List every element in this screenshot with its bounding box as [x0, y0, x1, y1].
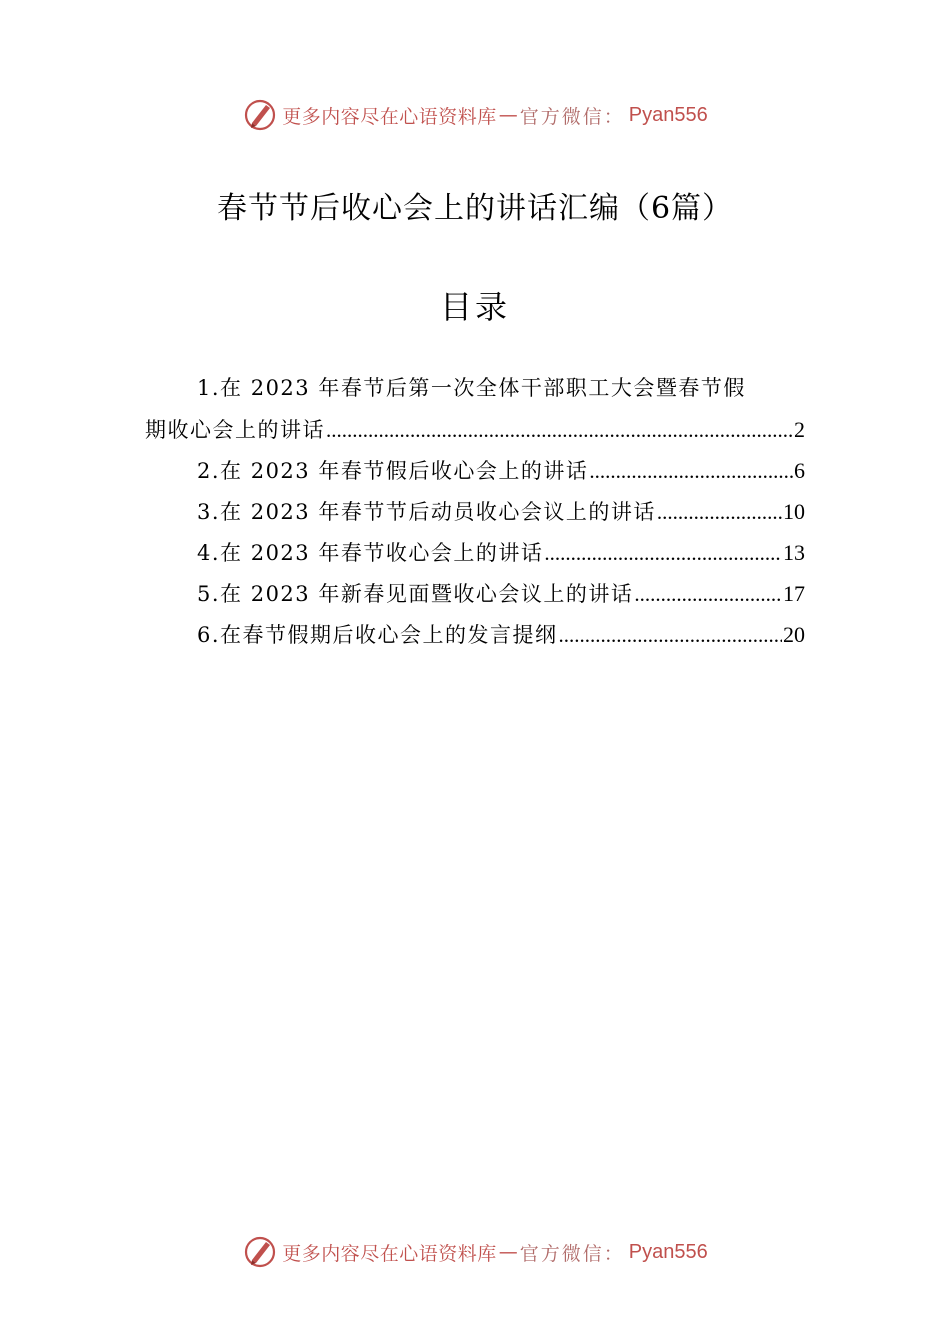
toc-item-6[interactable]	[145, 614, 805, 655]
table-of-contents	[145, 368, 805, 655]
toc-page-number: 10	[783, 499, 805, 524]
toc-item-1-line-1[interactable]	[145, 368, 805, 409]
toc-page-number: 17	[783, 581, 805, 606]
toc-leader-dots	[559, 615, 782, 656]
watermark-wechat-label: 官方微信：	[519, 105, 625, 128]
toc-item-5[interactable]	[145, 573, 805, 614]
header-watermark	[0, 95, 950, 135]
toc-item-2[interactable]	[145, 450, 805, 491]
footer-watermark	[0, 1232, 950, 1272]
toc-item-3[interactable]	[145, 491, 805, 532]
watermark-wechat-id: Pyan556	[628, 103, 708, 126]
watermark-dash: —	[498, 1241, 518, 1263]
toc-leader-dots	[589, 451, 793, 492]
watermark-text: 更多内容尽在心语资料库	[282, 105, 497, 128]
toc-item-1-line-2[interactable]	[145, 409, 805, 450]
toc-page-number: 20	[783, 622, 805, 647]
watermark-wechat-label: 官方微信：	[519, 1242, 625, 1265]
toc-item-4[interactable]	[145, 532, 805, 573]
pen-logo-icon	[242, 97, 278, 133]
watermark-wechat-id: Pyan556	[628, 1240, 708, 1263]
toc-leader-dots	[544, 533, 782, 574]
toc-leader-dots	[657, 492, 782, 533]
document-title: 春节节后收心会上的讲话汇编（6篇）	[216, 191, 734, 226]
toc-item-text: 1.在 2023 年春节后第一次全体干部职工大会暨春节假	[197, 376, 746, 400]
toc-item-text: 4.在 2023 年春节收心会上的讲话	[197, 541, 544, 565]
pen-logo-icon	[242, 1234, 278, 1270]
toc-item-text: 2.在 2023 年春节假后收心会上的讲话	[197, 459, 589, 483]
toc-heading: 目录	[439, 288, 510, 326]
toc-leader-dots	[634, 574, 782, 615]
toc-page-number: 6	[794, 458, 805, 483]
toc-leader-dots	[326, 410, 793, 451]
toc-item-text: 5.在 2023 年新春见面暨收心会议上的讲话	[197, 582, 634, 606]
toc-item-text: 6.在春节假期后收心会上的发言提纲	[197, 623, 558, 647]
watermark-dash: —	[498, 104, 518, 126]
toc-page-number: 13	[783, 540, 805, 565]
toc-page-number: 2	[794, 417, 805, 442]
watermark-text: 更多内容尽在心语资料库	[282, 1242, 497, 1265]
toc-item-text: 期收心会上的讲话	[145, 418, 325, 442]
toc-item-text: 3.在 2023 年春节节后动员收心会议上的讲话	[197, 500, 656, 524]
